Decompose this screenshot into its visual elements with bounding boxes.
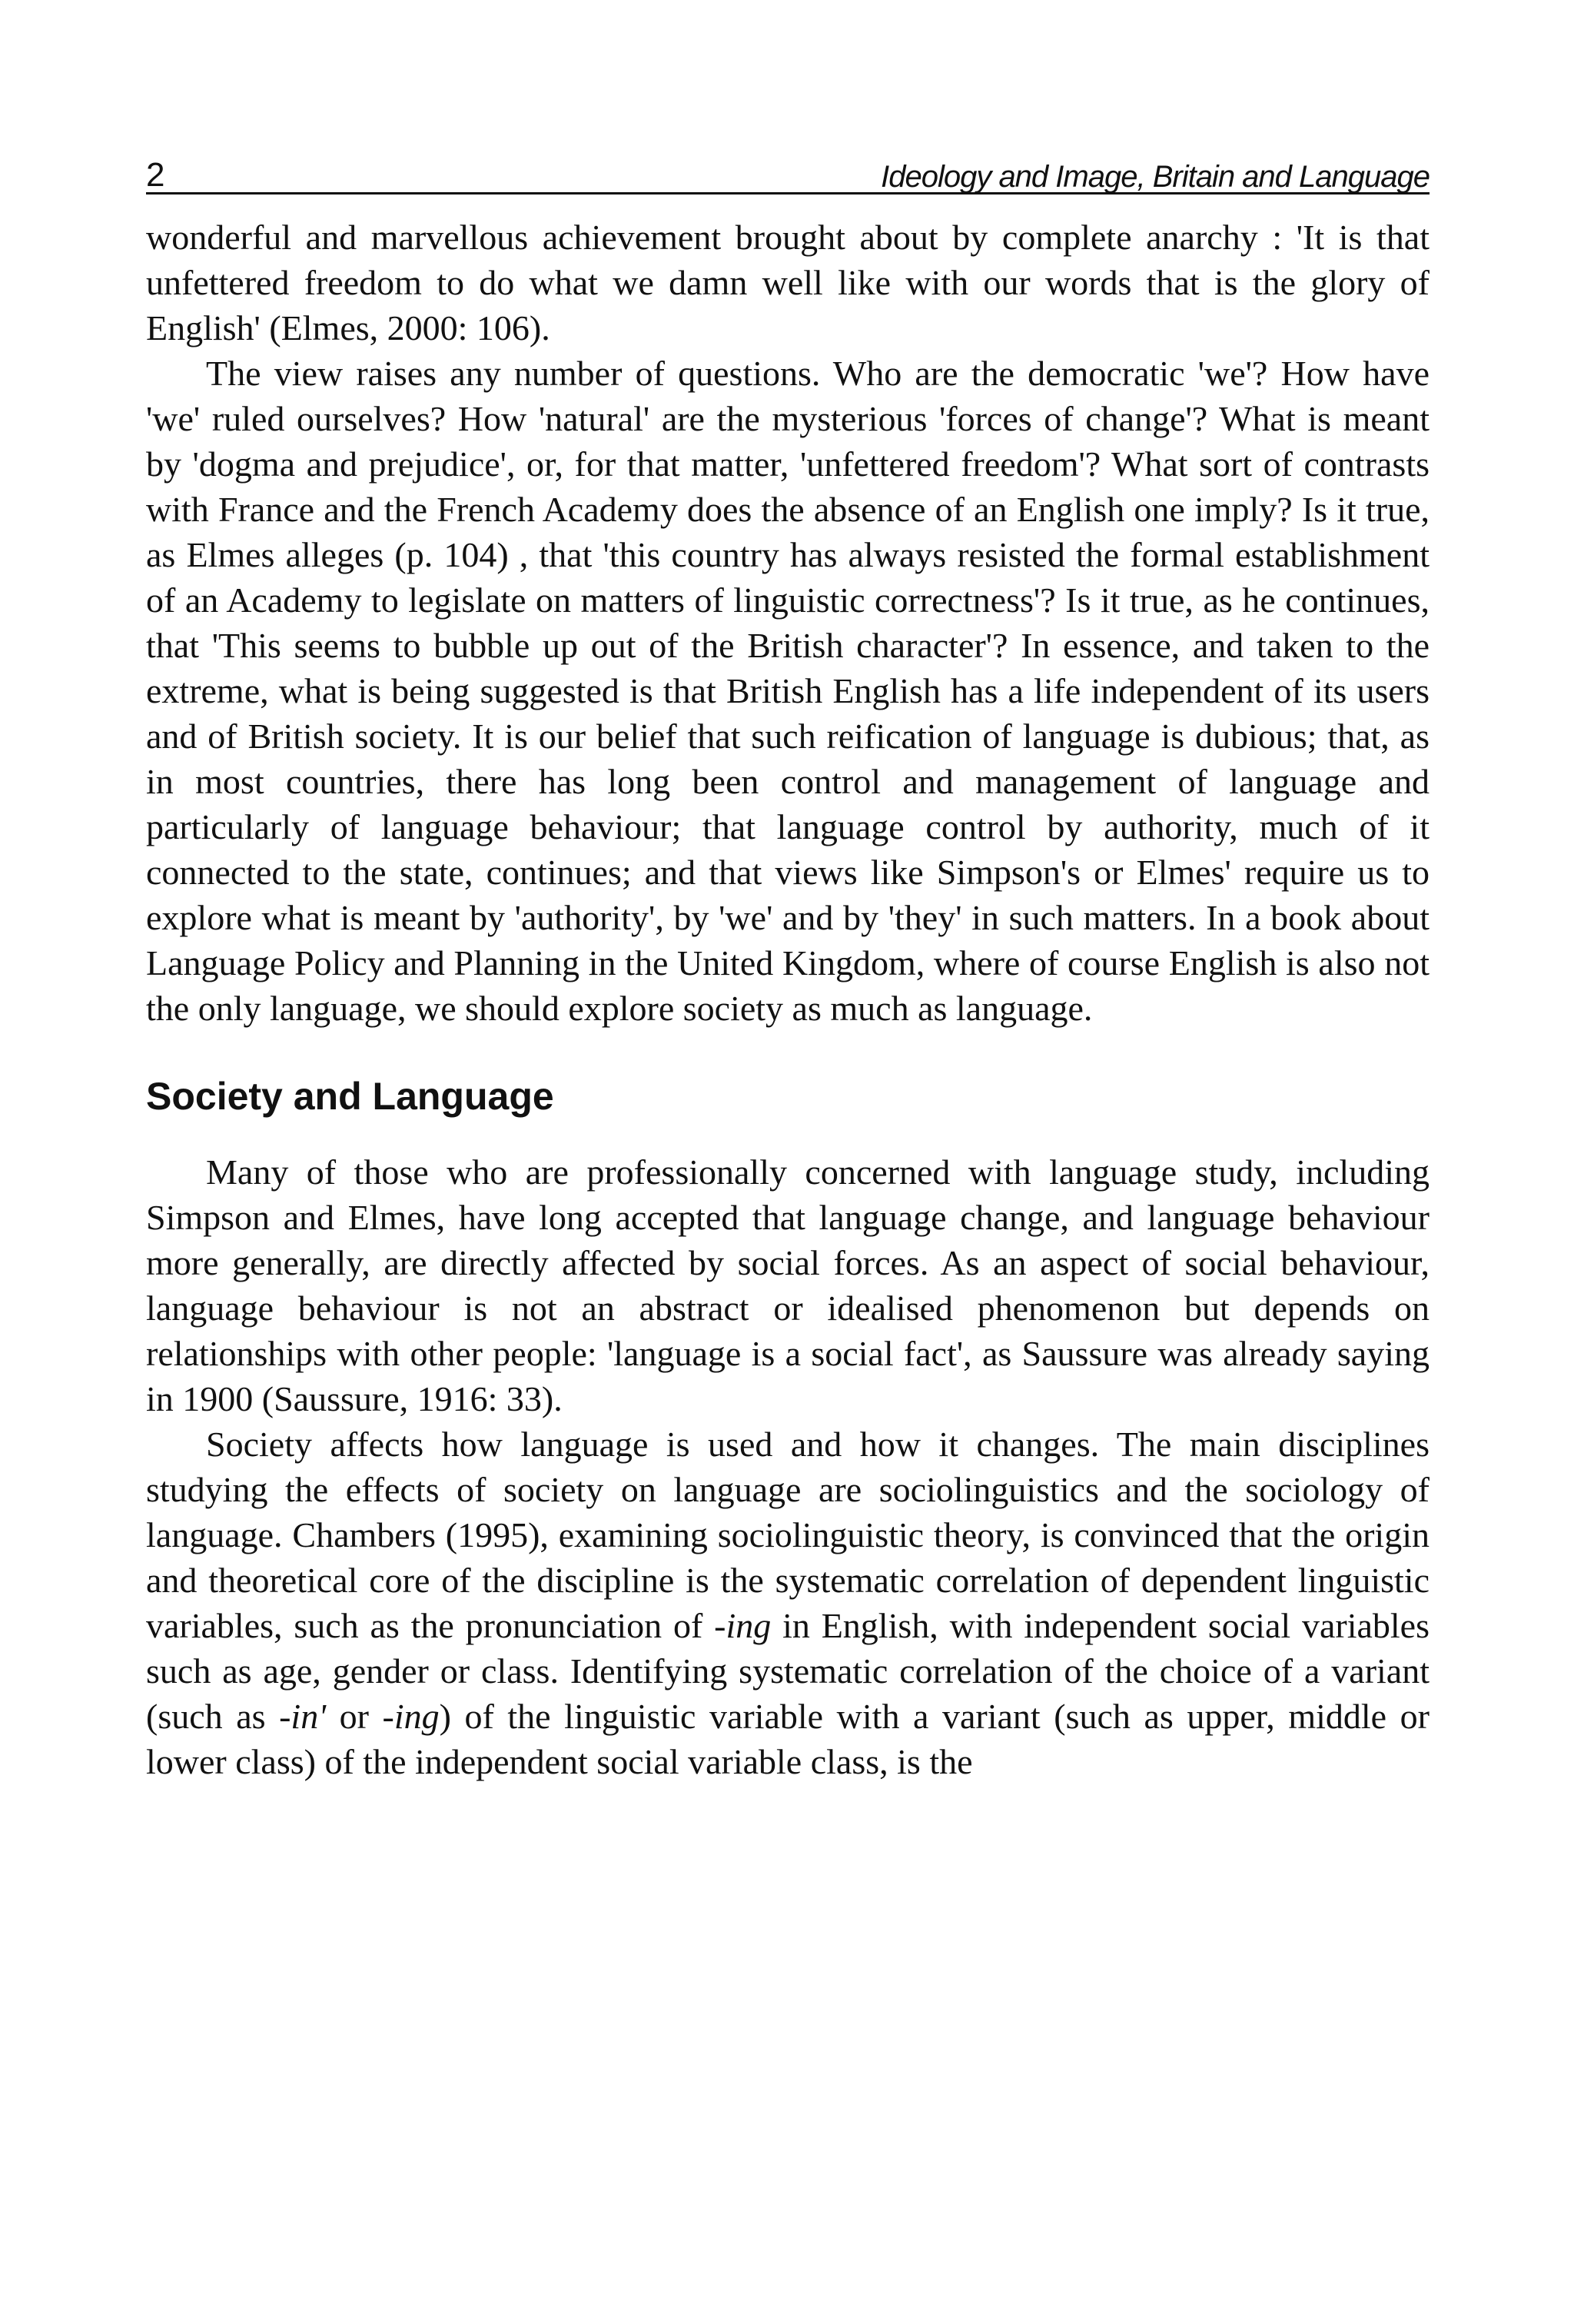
ing-term-2: -ing (382, 1697, 440, 1736)
paragraph-3: Many of those who are professionally concerned with language study, including Simpson and Elmes, have long accepted that language change, and language behaviour more generally, are directly affected by social forces. As an aspect of social behaviour, language behaviour is not an abstract or idealised phenomenon but depends on relationships with other people: 'language is a social fact', as Saussure was already saying in 1900 (Saussure, 1916: 33). (146, 1152, 1430, 1418)
paragraph-1: wonderful and marvellous achievement brought about by complete anarchy : 'It is that unfettered freedom to do what we damn well like with our words that is the glory of English' (Elmes, 2000: 106). (146, 218, 1430, 347)
page-number: 2 (146, 156, 165, 194)
paragraph-4-part-d: ) of the linguistic variable with a variant (such as upper, middle or lower class) of the independent social variable class, is the (146, 1697, 1430, 1781)
in-term: -in' (279, 1697, 327, 1736)
running-title: Ideology and Image, Britain and Language (881, 160, 1430, 194)
running-header (146, 154, 1430, 194)
paragraph-4-part-a: Society affects how language is used and how it changes. The main disciplines studying the effects of society on language are sociolinguistics and the sociology of language. Chambers (1995), examining sociolinguistic theory, is convinced that the origin and theoretical core of the discipline is the systematic correlation of dependent linguistic variables, such as the pronunciation of (146, 1425, 1430, 1645)
book-page (146, 154, 1430, 1784)
paragraph-4 (146, 1421, 1430, 1784)
paragraph-4-part-c: or (326, 1697, 383, 1736)
paragraph-2: The view raises any number of questions. Who are the democratic 'we'? How have 'we' ruled ourselves? How 'natural' are the mysterious 'forces of change'? What is meant by 'dogma and prejudice', or, for that matter, 'unfettered freedom'? What sort of contrasts with France and the French Academy does the absence of an English one imply? Is it true, as Elmes alleges (p. 104) , that 'this country has always resisted the formal establishment of an Academy to legislate on matters of linguistic correctness'? Is it true, as he continues, that 'This seems to bubble up out of the British character'? In essence, and taken to the extreme, what is being suggested is that British English has a life independent of its users and of British society. It is our belief that such reification of language is dubious; that, as in most countries, there has long been control and management of language and particularly of language behaviour; that language control by authority, much of it connected to the state, continues; and that views like Simpson's or Elmes' require us to explore what is meant by 'authority', by 'we' and by 'they' in such matters. In a book about Language Policy and Planning in the United Kingdom, where of course English is also not the only language, we should explore society as much as language. (146, 354, 1430, 1028)
paragraph-4-part-b: in English, with independent social variables such as age, gender or class. Identifying systematic correlation of the choice of a variant (such as (146, 1606, 1430, 1736)
ing-term: -ing (714, 1606, 772, 1645)
section-heading: Society and Language (146, 1075, 554, 1118)
